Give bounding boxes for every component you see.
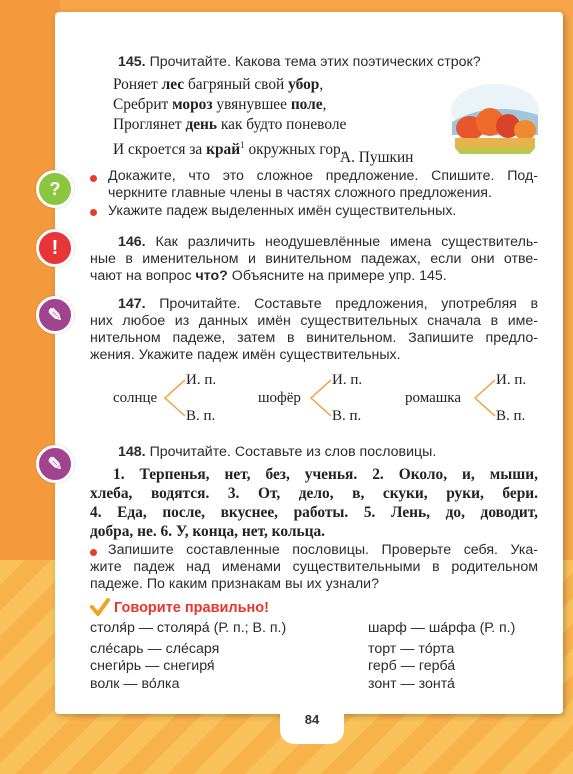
ex147-line4: жения. Укажите падеж имён существительных. bbox=[90, 347, 401, 363]
ex148-bullet-line2: жите падеж над именами существительными в родительном bbox=[90, 559, 538, 575]
scheme-word-1: солнце bbox=[113, 390, 158, 406]
scheme-case-1-top: И. п. bbox=[186, 372, 217, 388]
ex145-bullet2: Укажите падеж выделенных имён существительных. bbox=[108, 203, 457, 219]
scheme-case-3-bottom: В. п. bbox=[496, 408, 526, 424]
scheme-brace bbox=[473, 378, 497, 418]
scheme-case-2-top: И. п. bbox=[332, 372, 363, 388]
pen-icon: ✎ bbox=[36, 445, 74, 483]
proverb-line1: 1. Терпенья, нет, без, ученья. 2. Около, и, мыши, bbox=[113, 466, 538, 483]
exclamation-icon: ! bbox=[36, 229, 74, 267]
speak-left-4: волк — во́лка bbox=[90, 676, 180, 692]
proverb-line4: добра, не. 6. У, конца, нет, кольца. bbox=[90, 523, 326, 540]
scheme-case-1-bottom: В. п. bbox=[186, 408, 216, 424]
speak-right-1: шарф — ша́рфа (Р. п.) bbox=[368, 620, 516, 636]
check-mark-icon bbox=[90, 598, 110, 618]
ex146-line2: ные в именительном и винительном падежах, если они отве- bbox=[90, 251, 538, 267]
scheme-case-3-top: И. п. bbox=[496, 372, 527, 388]
page-number: 84 bbox=[304, 712, 320, 727]
proverb-line3: 4. Еда, после, вкуснее, работы. 5. Лень, до, доводит, bbox=[90, 504, 538, 521]
speak-right-2: торт — то́рта bbox=[368, 641, 455, 657]
ex147-line2: них любое из данных имён существительных сначала в име- bbox=[90, 313, 538, 329]
ex147-line1: 147. Прочитайте. Составьте предложения, употребляя в bbox=[118, 296, 538, 312]
autumn-trees-illustration bbox=[450, 80, 540, 158]
ex146-line3: чают на вопрос что? Объясните на примере упр. 145. bbox=[90, 268, 447, 284]
bullet-dot bbox=[90, 175, 97, 182]
ex145-task: 145. Прочитайте. Какова тема этих поэтических строк? bbox=[118, 54, 481, 70]
speak-left-2: сле́сарь — сле́саря bbox=[90, 641, 220, 657]
scheme-word-3: ромашка bbox=[405, 390, 462, 406]
pen-icon: ✎ bbox=[36, 296, 74, 334]
ex148-task: 148. Прочитайте. Составьте из слов пословицы. bbox=[118, 444, 437, 460]
ex148-bullet-line1: Запишите составленные пословицы. Проверьте себя. Ука- bbox=[108, 542, 538, 558]
scheme-brace bbox=[309, 378, 333, 418]
ex145-bullet1-line1: Докажите, что это сложное предложение. Спишите. Под- bbox=[108, 168, 538, 184]
speak-left-1: столя́р — столяра́ (Р. п.; В. п.) bbox=[90, 620, 287, 636]
scheme-word-2: шофёр bbox=[258, 390, 301, 406]
ex145-bullet1-line2: черкните главные члены в частях сложного предложения. bbox=[108, 185, 492, 201]
scheme-case-2-bottom: В. п. bbox=[332, 408, 362, 424]
speak-right-3: герб — герба́ bbox=[368, 658, 456, 674]
poem: Роняет лес багряный свой убор, Сребрит мороз увянувшее поле, Проглянет день как будто поневоле И скроется за край$^1$ окружных гор. bbox=[113, 76, 347, 159]
bullet-dot bbox=[90, 549, 97, 556]
speak-left-3: снеги́рь — снегиря́ bbox=[90, 658, 215, 674]
ex148-bullet-line3: падеже. По каким признакам вы их узнали? bbox=[90, 576, 380, 592]
speak-right-4: зонт — зонта́ bbox=[368, 676, 455, 692]
proverb-line2: хлеба, водятся. 3. От, дело, в, скуки, руки, бери. bbox=[90, 485, 538, 502]
ex146-line1: 146. Как различить неодушевлённые имена существитель- bbox=[118, 234, 538, 250]
poem-author: А. Пушкин bbox=[340, 149, 414, 166]
question-icon: ? bbox=[36, 170, 74, 208]
speak-title: Говорите правильно! bbox=[114, 600, 269, 616]
scheme-brace bbox=[163, 378, 187, 418]
page-number-tab bbox=[280, 706, 344, 744]
bullet-dot bbox=[90, 209, 97, 216]
ex147-line3: нительном падеже, затем в винительном. Запишите предло- bbox=[90, 330, 538, 346]
